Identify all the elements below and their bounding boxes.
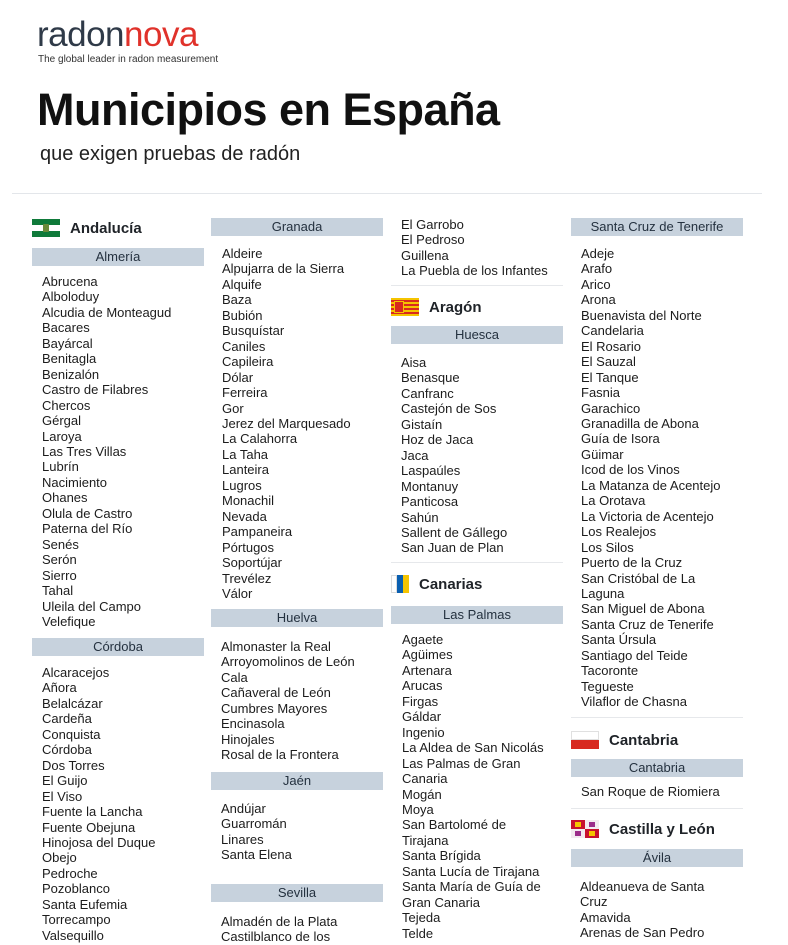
municipality-item: Benizalón [42, 366, 100, 382]
municipality-list-almeria [42, 274, 171, 629]
municipality-item: Icod de los Vinos [581, 462, 680, 478]
province-header-almeria: Almería [32, 248, 204, 266]
region-andalucia [32, 219, 142, 237]
municipality-item: Obejo [42, 850, 77, 866]
municipality-item: Güimar [581, 446, 624, 462]
municipality-item: Santa Brígida [402, 848, 481, 864]
municipality-item: Fuente la Lancha [42, 804, 143, 820]
municipality-item: Cruz [580, 894, 608, 910]
municipality-item: La Taha [222, 446, 269, 462]
municipality-item: Baza [222, 292, 252, 308]
municipality-item: Belalcázar [42, 695, 103, 711]
municipality-item: Santa Elena [221, 847, 292, 863]
municipality-item: Alpujarra de la Sierra [222, 261, 345, 277]
municipality-item: Alboloduy [42, 289, 100, 305]
municipality-item: Abrucena [42, 274, 98, 289]
province-header-avila: Ávila [571, 849, 743, 867]
region-castilla-leon [571, 820, 715, 838]
municipality-item: Tirajana [402, 832, 449, 848]
page-subtitle: que exigen pruebas de radón [40, 143, 301, 165]
municipality-item: Benitagla [42, 351, 97, 367]
municipality-item: Tejeda [402, 910, 441, 926]
municipality-item: Aldeire [222, 246, 263, 261]
municipality-item: Sallent de Gállego [401, 524, 508, 540]
municipality-item: San Miguel de Abona [581, 601, 705, 617]
municipality-item: Benasque [401, 370, 460, 386]
municipality-item: Fasnia [581, 385, 621, 401]
province-header-jaen: Jaén [211, 772, 383, 790]
municipality-list-tenerife [581, 246, 721, 710]
municipality-list-huelva [221, 639, 355, 763]
region-name: Cantabria [609, 731, 679, 749]
municipality-item: Lubrín [42, 459, 79, 475]
municipality-item: Fuente Obejuna [42, 819, 136, 835]
municipality-item: Cardeña [42, 711, 92, 727]
section-divider [391, 285, 563, 286]
municipality-item: Bayárcal [42, 335, 93, 351]
municipality-item: Arenas de San Pedro [580, 925, 705, 941]
municipality-item: Santa Úrsula [581, 632, 657, 648]
municipality-item: Castejón de Sos [401, 401, 497, 417]
municipality-item: Soportújar [222, 555, 282, 571]
logo-text-nova: nova [124, 15, 198, 54]
municipality-item: Ohanes [42, 490, 88, 506]
province-header-sevilla: Sevilla [211, 884, 383, 902]
municipality-item: San Cristóbal de La [581, 570, 696, 586]
municipality-item: Tacoronte [581, 663, 639, 679]
municipality-item: Arroyomolinos de León [221, 654, 355, 670]
municipality-item: Lugros [222, 477, 262, 493]
municipality-item: Garachico [581, 400, 641, 416]
municipality-item: La Orotava [581, 493, 646, 509]
municipality-item: El Tanque [581, 369, 639, 385]
municipality-item: Aisa [401, 355, 427, 370]
region-canarias [391, 575, 482, 593]
municipality-item: Moya [402, 801, 434, 817]
municipality-item: Gáldar [402, 709, 442, 725]
municipality-item: Trevélez [222, 570, 272, 586]
municipality-item: Castilblanco de los [221, 929, 331, 945]
municipality-item: Canaria [402, 771, 448, 787]
castilla-leon-flag-icon [571, 820, 599, 838]
municipality-item: El Pedroso [401, 232, 465, 248]
municipality-item: Linares [221, 831, 264, 847]
province-header-tenerife: Santa Cruz de Tenerife [571, 218, 743, 236]
logo-text-radon: radon [37, 15, 125, 54]
municipality-item: Nevada [222, 508, 267, 524]
municipality-item: Buenavista del Norte [581, 307, 702, 323]
municipality-item: Vilaflor de Chasna [581, 694, 687, 710]
municipality-item: Senés [42, 536, 79, 552]
municipality-item: Paterna del Río [42, 521, 133, 537]
municipality-item: La Victoria de Acentejo [581, 508, 714, 524]
municipality-item: El Sauzal [581, 354, 636, 370]
municipality-item: Bubión [222, 307, 263, 323]
municipality-item: Puerto de la Cruz [581, 555, 683, 571]
municipality-item: Hinojosa del Duque [42, 834, 156, 850]
municipality-item: Monachil [222, 493, 275, 509]
municipality-item: Canfranc [401, 385, 454, 401]
municipality-item: Arico [581, 276, 611, 292]
municipality-item: Nacimiento [42, 474, 108, 490]
municipality-item: Santa Eufemia [42, 896, 128, 912]
municipality-item: Arucas [402, 678, 443, 694]
municipality-item: Artenara [402, 662, 452, 678]
municipality-item: Hinojales [221, 731, 275, 747]
municipality-item: Conquista [42, 726, 101, 742]
municipality-item: Dólar [222, 369, 254, 385]
municipality-item: Mogán [402, 786, 442, 802]
province-header-granada: Granada [211, 218, 383, 236]
municipality-item: Córdoba [42, 742, 92, 758]
municipality-item: El Rosario [581, 338, 641, 354]
municipality-item: Caniles [222, 338, 266, 354]
municipality-item: Jerez del Marquesado [222, 415, 351, 431]
municipality-list-huesca [401, 355, 507, 556]
municipality-item: Aldeanueva de Santa [580, 879, 705, 894]
aragon-flag-icon [391, 298, 419, 316]
municipality-item: Pedroche [42, 865, 98, 881]
municipality-item: Gistaín [401, 416, 443, 432]
radonova-logo [37, 14, 198, 56]
municipality-item: Serón [42, 552, 77, 568]
municipality-item: La Puebla de los Infantes [401, 263, 548, 279]
municipality-item: Pampaneira [222, 524, 293, 540]
province-header-huelva: Huelva [211, 609, 383, 627]
municipality-item: Rosal de la Frontera [221, 747, 339, 763]
municipality-item: Almadén de la Plata [221, 914, 338, 929]
municipality-item: Cumbres Mayores [221, 700, 328, 716]
municipality-list-granada [222, 246, 351, 601]
municipality-item: Gran Canaria [402, 894, 481, 910]
municipality-item: Capileira [222, 354, 274, 370]
region-name: Canarias [419, 575, 483, 593]
municipality-item: Torrecampo [42, 912, 111, 928]
municipality-item: Guía de Isora [581, 431, 660, 447]
municipality-list-avila [580, 879, 704, 941]
region-name: Castilla y León [609, 820, 715, 838]
municipality-item: Chercos [42, 397, 91, 413]
municipality-item: Los Silos [581, 539, 634, 555]
municipality-item: Firgas [402, 693, 439, 709]
municipality-list-cantabria [581, 784, 720, 799]
brand-tagline: The global leader in radon measurement [38, 54, 219, 65]
municipality-item: Arafo [581, 261, 613, 277]
municipality-item: Almonaster la Real [221, 639, 331, 654]
municipality-item: Cañaveral de León [221, 685, 331, 701]
municipality-item: Alcudia de Monteagud [42, 304, 172, 320]
section-divider [571, 717, 743, 718]
municipality-item: Guarromán [221, 816, 287, 832]
province-header-cantabria: Cantabria [571, 759, 743, 777]
municipality-item: Válor [222, 585, 253, 601]
municipality-list-sevilla [221, 914, 337, 945]
municipality-item: Montanuy [401, 478, 459, 494]
municipality-item: San Roque de Riomiera [581, 784, 720, 799]
municipality-item: Arona [581, 292, 616, 308]
municipality-item: Telde [402, 925, 434, 941]
municipality-item: Tegueste [581, 678, 634, 694]
municipality-item: Valsequillo [42, 927, 104, 943]
municipality-item: Los Realejos [581, 524, 657, 540]
page-title: Municipios en España [37, 84, 500, 135]
municipality-item: Alquife [222, 276, 262, 292]
province-header-cordoba: Córdoba [32, 638, 204, 656]
municipality-item: Ingenio [402, 724, 445, 740]
municipality-item: Candelaria [581, 323, 644, 339]
municipality-item: Laspaúles [401, 463, 461, 479]
region-name: Andalucía [70, 219, 142, 237]
province-header-las-palmas: Las Palmas [391, 606, 563, 624]
municipality-item: El Viso [42, 788, 83, 804]
municipality-item: Velefique [42, 613, 96, 629]
municipality-item: Panticosa [401, 494, 459, 510]
municipality-item: El Garrobo [401, 217, 464, 232]
canarias-flag-icon [391, 575, 409, 593]
municipality-item: Laguna [581, 585, 625, 601]
municipality-item: Las Palmas de Gran [402, 755, 521, 771]
municipality-item: Granadilla de Abona [581, 415, 699, 431]
header-divider [12, 193, 762, 194]
municipality-item: Añora [42, 680, 77, 696]
municipality-item: Ferreira [222, 385, 268, 401]
municipality-item: Alcaracejos [42, 665, 110, 680]
municipality-item: Adeje [581, 246, 615, 261]
municipality-item: Lanteira [222, 462, 269, 478]
municipality-item: Encinasola [221, 716, 285, 732]
municipality-item: Agaete [402, 632, 444, 647]
municipality-item: Las Tres Villas [42, 443, 127, 459]
municipality-item: Gor [222, 400, 244, 416]
region-cantabria [571, 731, 678, 749]
section-divider [391, 562, 563, 563]
municipality-item: Pórtugos [222, 539, 275, 555]
municipality-item: La Matanza de Acentejo [581, 477, 721, 493]
municipality-item: San Juan de Plan [401, 540, 504, 556]
municipality-item: Olula de Castro [42, 505, 133, 521]
municipality-item: La Calahorra [222, 431, 298, 447]
municipality-list-sevilla-cont [401, 217, 548, 279]
municipality-item: Guillena [401, 247, 449, 263]
municipality-item: Sierro [42, 567, 77, 583]
municipality-item: Uleila del Campo [42, 598, 141, 614]
section-divider [571, 808, 743, 809]
region-name: Aragón [429, 298, 482, 316]
municipality-item: Pozoblanco [42, 881, 110, 897]
municipality-item: Santa María de Guía de [402, 879, 541, 895]
province-header-huesca: Huesca [391, 326, 563, 344]
municipality-item: Andújar [221, 801, 266, 816]
municipality-item: Laroya [42, 428, 82, 444]
municipality-item: Bacares [42, 320, 90, 336]
municipality-list-las-palmas [402, 632, 544, 941]
municipality-item: Gérgal [42, 413, 82, 429]
municipality-item: El Guijo [42, 773, 88, 789]
municipality-item: Cala [221, 669, 248, 685]
municipality-item: Tahal [42, 583, 74, 599]
municipality-list-cordoba [42, 665, 155, 943]
municipality-item: Santiago del Teide [581, 647, 688, 663]
municipality-item: Agüimes [402, 647, 453, 663]
municipality-item: Sahún [401, 509, 439, 525]
municipality-item: Busquístar [222, 323, 285, 339]
region-aragon [391, 298, 482, 316]
cantabria-flag-icon [571, 731, 599, 749]
municipality-item: Dos Torres [42, 757, 105, 773]
municipality-item: Santa Cruz de Tenerife [581, 616, 714, 632]
municipality-item: Castro de Filabres [42, 382, 149, 398]
municipality-item: La Aldea de San Nicolás [402, 740, 544, 756]
andalucia-flag-icon [32, 219, 60, 237]
municipality-item: Jaca [401, 447, 429, 463]
municipality-item: San Bartolomé de [402, 817, 507, 833]
municipality-item: Hoz de Jaca [401, 432, 474, 448]
municipality-item: Amavida [580, 909, 631, 925]
municipality-item: Santa Lucía de Tirajana [402, 863, 540, 879]
municipality-list-jaen [221, 801, 292, 863]
